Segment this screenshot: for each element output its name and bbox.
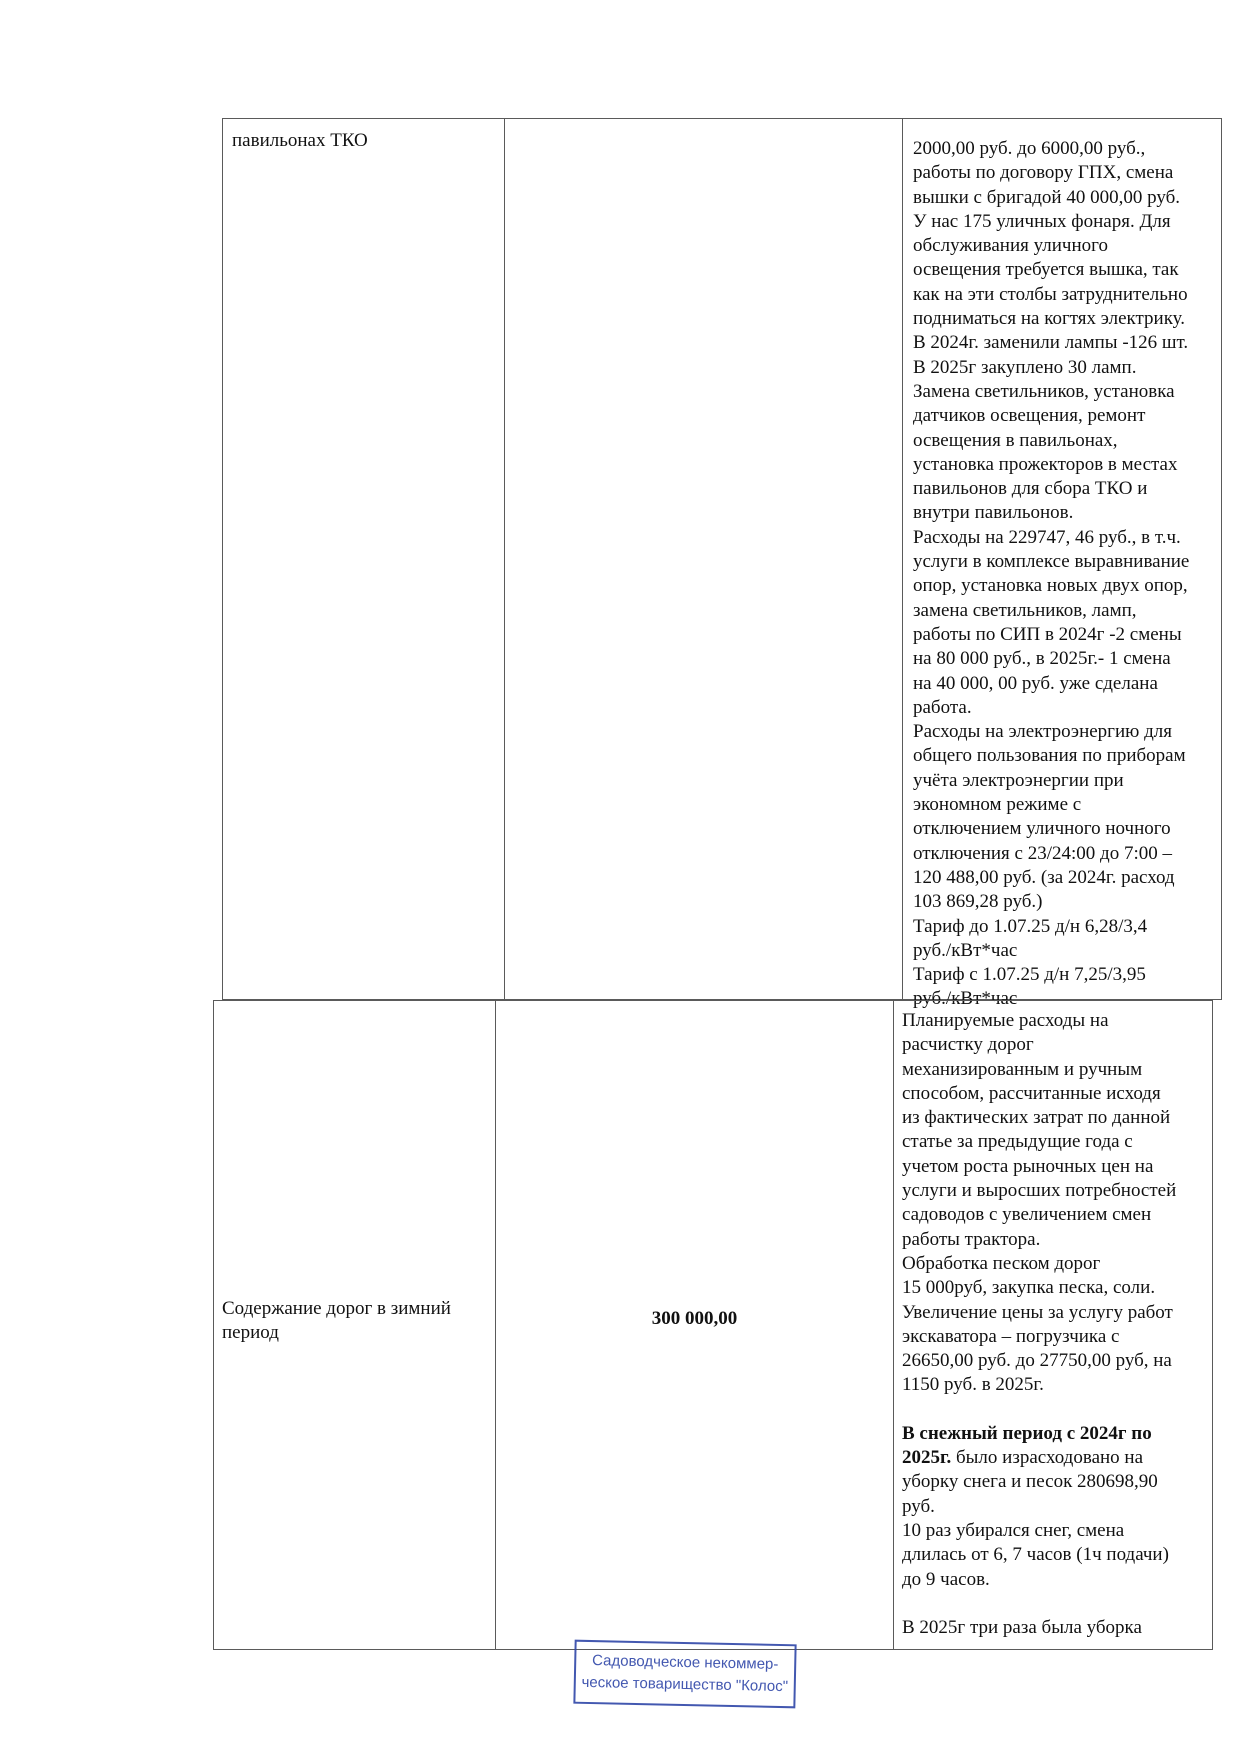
item-cell — [223, 119, 505, 999]
note-line: В 2025г закуплено 30 ламп. — [913, 356, 1137, 378]
note-line: Расходы на электроэнергию для — [913, 721, 1172, 743]
note-line: 10 раз убирался снег, смена — [902, 1519, 1125, 1541]
note-line: механизированным и ручным — [902, 1058, 1143, 1080]
note-line: подниматься на когтях электрику. — [913, 308, 1186, 330]
note-line: Тариф до 1.07.25 д/н 6,28/3,4 — [913, 915, 1148, 937]
note-line: расчистку дорог — [902, 1034, 1034, 1056]
item-name: павильонах ТКО — [232, 130, 368, 151]
note-line: установка прожекторов в местах — [913, 453, 1178, 475]
table-row — [213, 1000, 1213, 1650]
note-cell — [894, 1001, 1212, 1649]
note-line: услуги в комплексе выравнивание — [913, 551, 1190, 573]
note-line: павильонов для сбора ТКО и — [913, 478, 1148, 500]
note-line: У нас 175 уличных фонаря. Для — [913, 210, 1171, 232]
paragraph-gap — [902, 1592, 1208, 1616]
note-line: способом, рассчитанные исходя — [902, 1082, 1161, 1104]
note-line: на 80 000 руб., в 2025г.- 1 смена — [913, 648, 1171, 670]
note-text — [902, 1009, 1208, 1640]
paragraph-gap — [902, 1398, 1208, 1422]
amount-cell — [496, 1001, 894, 1649]
note-line: внутри павильонов. — [913, 502, 1074, 524]
note-line: Замена светильников, установка — [913, 380, 1175, 402]
note-line: из фактических затрат по данной — [902, 1107, 1171, 1129]
note-line: работа. — [913, 696, 972, 718]
note-line: садоводов с увеличением смен — [902, 1204, 1152, 1226]
stamp-line: ческое товарищество "Колос" — [581, 1673, 789, 1696]
note-line: Увеличение цены за услугу работ — [902, 1301, 1173, 1323]
stamp-line: Садоводческое некоммер- — [591, 1652, 779, 1673]
note-line: работы трактора. — [902, 1228, 1041, 1250]
note-line: экскаватора – погрузчика с — [902, 1325, 1120, 1347]
item-cell — [214, 1001, 496, 1649]
note-line: уборку снега и песок 280698,90 — [902, 1471, 1158, 1493]
note-line: до 9 часов. — [902, 1568, 990, 1590]
note-line: В 2024г. заменили лампы -126 шт. — [913, 332, 1189, 354]
note-inline: было израсходовано на — [951, 1447, 1144, 1469]
note-line: услуги и выросших потребностей — [902, 1180, 1177, 1202]
note-line: статье за предыдущие года с — [902, 1131, 1133, 1153]
note-line: Планируемые расходы на — [902, 1010, 1109, 1031]
note-line: Обработка песком дорог — [902, 1252, 1101, 1274]
note-line: экономном режиме с — [913, 794, 1082, 816]
note-line: 1150 руб. в 2025г. — [902, 1374, 1044, 1396]
note-line: учетом роста рыночных цен на — [902, 1155, 1154, 1177]
note-line: опор, установка новых двух опор, — [913, 575, 1188, 597]
note-line: работы по СИП в 2024г -2 смены — [913, 623, 1182, 645]
bold-text: В снежный период с 2024г по — [902, 1422, 1152, 1444]
note-line: руб./кВт*час — [913, 988, 1018, 1010]
amount-value: 300 000,00 — [651, 1308, 738, 1329]
note-line: освещения требуется вышка, так — [913, 259, 1179, 281]
organization-stamp — [573, 1640, 796, 1709]
note-line — [902, 1446, 1208, 1470]
amount-cell — [505, 119, 903, 999]
table-row — [222, 118, 1222, 1010]
note-line: 120 488,00 руб. (за 2024г. расход — [913, 866, 1175, 888]
note-line: как на эти столбы затруднительно — [913, 283, 1188, 305]
note-line: отключения с 23/24:00 до 7:00 – — [913, 842, 1172, 864]
note-line: замена светильников, ламп, — [913, 599, 1137, 621]
note-line: руб./кВт*час — [913, 939, 1018, 961]
note-cell — [903, 119, 1221, 1010]
note-line: общего пользования по приборам — [913, 745, 1186, 767]
note-line: 2000,00 руб. до 6000,00 руб., — [913, 138, 1146, 159]
note-line: 15 000руб, закупка песка, соли. — [902, 1277, 1156, 1299]
note-line: отключением уличного ночного — [913, 818, 1171, 840]
note-line: длилась от 6, 7 часов (1ч подачи) — [902, 1544, 1169, 1566]
bold-text: 2025г. — [902, 1447, 952, 1469]
item-name: Содержание дорог в зимний период — [222, 1298, 451, 1344]
note-line: работы по договору ГПХ, смена — [913, 162, 1174, 184]
note-line: Расходы на 229747, 46 руб., в т.ч. — [913, 526, 1181, 548]
note-line: руб. — [902, 1495, 935, 1517]
note-line: 26650,00 руб. до 27750,00 руб, на — [902, 1350, 1172, 1372]
note-line: учёта электроэнергии при — [913, 769, 1124, 791]
note-text — [913, 137, 1217, 1012]
note-line: Тариф с 1.07.25 д/н 7,25/3,95 — [913, 964, 1146, 986]
note-line — [902, 1422, 1208, 1446]
note-paragraph — [902, 1009, 1208, 1398]
note-line: 103 869,28 руб.) — [913, 891, 1043, 913]
note-line: В 2025г три раза была уборка — [902, 1616, 1142, 1638]
note-line: обслуживания уличного — [913, 235, 1108, 257]
note-line: вышки с бригадой 40 000,00 руб. — [913, 186, 1181, 208]
note-line: на 40 000, 00 руб. уже сделана — [913, 672, 1158, 694]
note-line: освещения в павильонах, — [913, 429, 1118, 451]
note-line: датчиков освещения, ремонт — [913, 405, 1146, 427]
note-paragraph — [902, 1470, 1208, 1591]
